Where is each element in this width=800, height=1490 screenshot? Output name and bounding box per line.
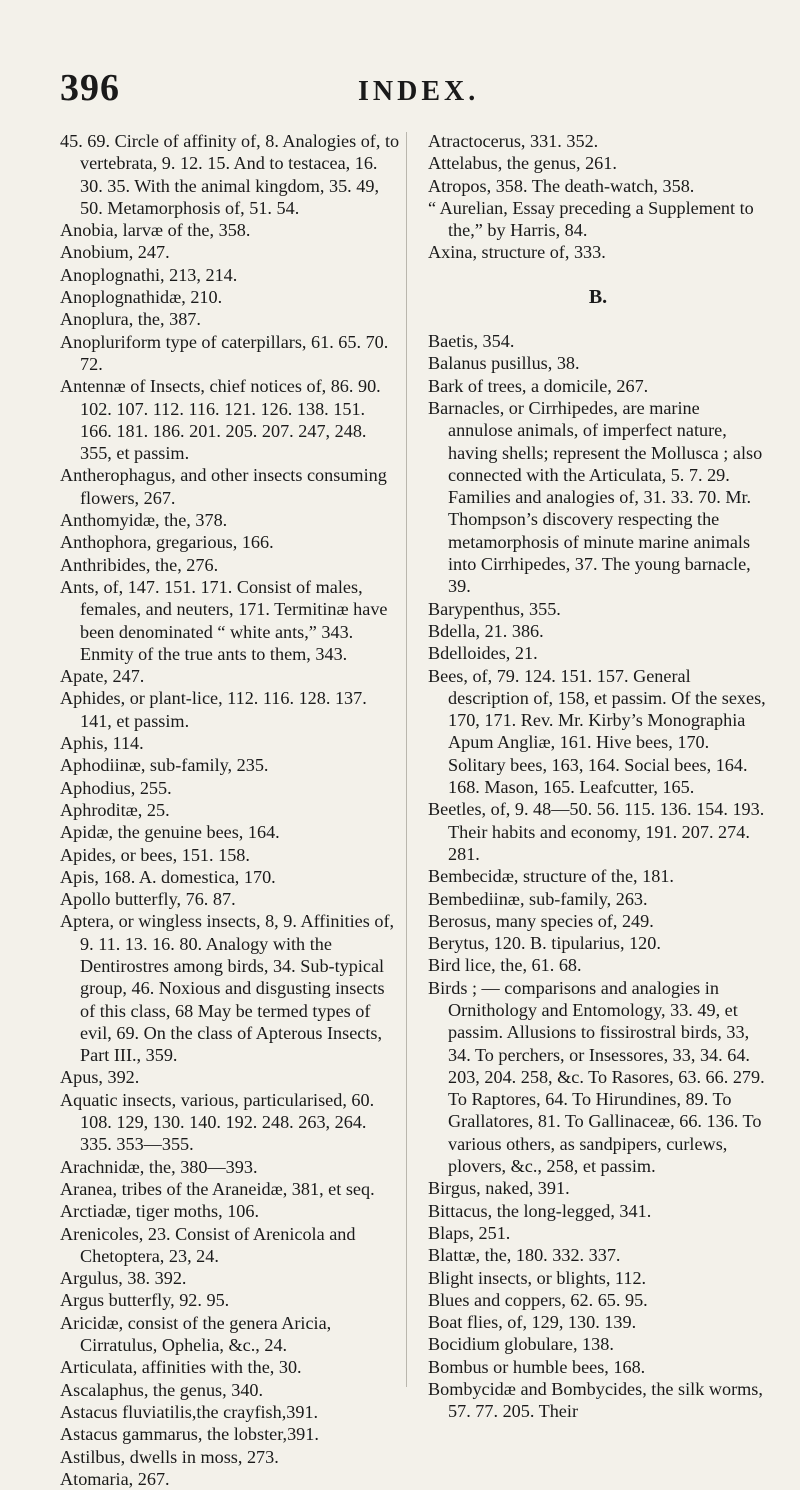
index-entry: Atropos, 358. The death-watch, 358. <box>428 175 695 196</box>
index-entry: Bees, of, 79. 124. 151. 157. General description of, 158, et passim. Of the sexes, 170, 171. Rev. Mr. Kirby’s Monographia Apum Angliæ, 161. Hive bees, 170. Solitary bees, 163, 164. Social bees, 164. 168. Mason, 165. Leafcutter, 165. <box>428 665 766 798</box>
index-entry: Anoplognathidæ, 210. <box>60 287 223 308</box>
index-entry: Atractocerus, 331. 352. <box>428 131 599 151</box>
page-header <box>0 66 800 116</box>
section-letter-b: B. <box>588 285 608 308</box>
index-entry: Astacus gammarus, the lobster,391. <box>60 1424 319 1445</box>
column-divider <box>406 132 407 1387</box>
index-entry: Anthribides, the, 276. <box>60 554 219 575</box>
index-entry: Argulus, 38. 392. <box>60 1268 187 1289</box>
index-entry: Anoplognathi, 213, 214. <box>60 264 238 285</box>
index-entry: Articulata, affinities with the, 30. <box>60 1357 302 1378</box>
right-column-b-entries <box>428 330 768 1423</box>
index-entry: Berytus, 120. B. tipularius, 120. <box>428 933 661 954</box>
index-entry: “ Aurelian, Essay preceding a Supplement to the,” by Harris, 84. <box>428 197 754 241</box>
index-entry: Blaps, 251. <box>428 1222 511 1243</box>
index-entry: Bark of trees, a domicile, 267. <box>428 375 649 396</box>
index-entry: Axina, structure of, 333. <box>428 242 606 263</box>
index-entry: Arctiadæ, tiger moths, 106. <box>60 1201 260 1222</box>
index-entry: Beetles, of, 9. 48—50. 56. 115. 136. 154. 193. Their habits and economy, 191. 207. 274. 281. <box>428 799 765 864</box>
index-entry: Birds ; — comparisons and analogies in Ornithology and Entomology, 33. 49, et passim. Allusions to fissirostral birds, 33, 34. To perchers, or Insessores, 33, 34. 64. 203, 204. 258, &c. To Rasores, 63. 66. 279. To Raptores, 64. To Hirundines, 89. To Grallatores, 81. To Gallinaceæ, 66. 136. To various others, as sandpipers, curlews, plovers, &c., 258, et passim. <box>428 977 765 1177</box>
index-entry: Anoplura, the, 387. <box>60 309 201 330</box>
index-entry: Anobia, larvæ of the, 358. <box>60 220 251 241</box>
index-entry: Antherophagus, and other insects consuming flowers, 267. <box>60 465 387 508</box>
index-entry: Arenicoles, 23. Consist of Arenicola and Chetoptera, 23, 24. <box>60 1223 356 1266</box>
index-entry: Apate, 247. <box>60 666 145 687</box>
index-entry: Bittacus, the long-legged, 341. <box>428 1200 652 1221</box>
index-entry: Balanus pusillus, 38. <box>428 353 580 374</box>
index-entry: Apus, 392. <box>60 1067 140 1088</box>
index-entry: Aphodius, 255. <box>60 777 172 798</box>
left-column <box>60 130 400 1490</box>
index-entry: Bembediinæ, sub-family, 263. <box>428 888 648 909</box>
index-entry: Anopluriform type of caterpillars, 61. 65. 70. 72. <box>60 331 389 374</box>
index-entry: Bocidium globulare, 138. <box>428 1334 614 1355</box>
index-entry: Apides, or bees, 151. 158. <box>60 844 250 865</box>
index-entry: Blues and coppers, 62. 65. 95. <box>428 1289 648 1310</box>
index-entry: Barnacles, or Cirrhipedes, are marine annulose animals, of imperfect nature, having shells; represent the Mollusca ; also connected with the Articulata, 5. 7. 29. Families and analogies of, 31. 33. 70. Mr. Thompson’s discovery respecting the metamorphosis of minute marine animals into Cirrhipedes, 37. The young barnacle, 39. <box>428 397 763 597</box>
index-entry: Aphodiinæ, sub-family, 235. <box>60 755 269 776</box>
index-entry: Bombycidæ and Bombycides, the silk worms, 57. 77. 205. Their <box>428 1379 763 1422</box>
index-entry: Aricidæ, consist of the genera Aricia, Cirratulus, Ophelia, &c., 24. <box>60 1312 332 1356</box>
index-entry: Atomaria, 267. <box>60 1468 170 1489</box>
index-entry: Blight insects, or blights, 112. <box>428 1267 647 1288</box>
index-entry: Barypenthus, 355. <box>428 598 561 619</box>
index-entry: Aphroditæ, 25. <box>60 799 170 820</box>
index-entry: Blattæ, the, 180. 332. 337. <box>428 1245 621 1266</box>
index-entry: Anthomyidæ, the, 378. <box>60 510 228 531</box>
index-entry: Attelabus, the genus, 261. <box>428 153 617 174</box>
index-entry: Baetis, 354. <box>428 331 515 352</box>
index-entry: Antennæ of Insects, chief notices of, 86. 90. 102. 107. 112. 116. 121. 126. 138. 151. 166. 181. 186. 201. 205. 207. 247, 248. 355, et passim. <box>60 376 381 464</box>
index-entry: Astacus fluviatilis,the crayfish,391. <box>60 1401 319 1422</box>
index-entry: Apis, 168. A. domestica, 170. <box>60 866 276 887</box>
index-entry: Anobium, 247. <box>60 242 170 263</box>
index-entry: Bdella, 21. 386. <box>428 620 544 641</box>
index-entry: Aphides, or plant-lice, 112. 116. 128. 137. 141, et passim. <box>60 688 367 731</box>
index-entry: Berosus, many species of, 249. <box>428 910 654 931</box>
index-entry: Apollo butterfly, 76. 87. <box>60 889 236 910</box>
index-entry: Aptera, or wingless insects, 8, 9. Affinities of, 9. 11. 13. 16. 80. Analogy with the Dentirostres among birds, 34. Sub-typical group, 46. Noxious and disgusting insects of this class, 68 May be termed types of evil, 69. On the class of Apterous Insects, Part III., 359. <box>60 911 395 1066</box>
index-entry: Bombus or humble bees, 168. <box>428 1356 646 1377</box>
index-entry: Ascalaphus, the genus, 340. <box>60 1379 264 1400</box>
index-entry: Aranea, tribes of the Araneidæ, 381, et seq. <box>60 1178 375 1199</box>
index-entry: Bird lice, the, 61. 68. <box>428 955 582 976</box>
index-entry: Arachnidæ, the, 380—393. <box>60 1156 258 1177</box>
index-entry: Argus butterfly, 92. 95. <box>60 1290 230 1311</box>
right-column <box>428 130 768 1423</box>
index-entry: Birgus, naked, 391. <box>428 1178 570 1199</box>
page-number: 396 <box>60 67 120 109</box>
index-entry: Ants, of, 147. 151. 171. Consist of males, females, and neuters, 171. Termitinæ have been denominated “ white ants,” 343. Enmity of the true ants to them, 343. <box>60 576 388 664</box>
index-entry: Aphis, 114. <box>60 733 144 754</box>
index-entry: Astilbus, dwells in moss, 273. <box>60 1446 279 1467</box>
index-entry: Bembecidæ, structure of the, 181. <box>428 866 674 887</box>
index-entry: Bdelloides, 21. <box>428 643 538 664</box>
right-column-a-entries <box>428 130 768 264</box>
index-entry: Aquatic insects, various, particularised, 60. 108. 129, 130. 140. 192. 248. 263, 264. 335. 353—355. <box>60 1089 375 1155</box>
index-entry: Anthophora, gregarious, 166. <box>60 532 274 553</box>
index-entry: Apidæ, the genuine bees, 164. <box>60 822 280 843</box>
index-entry: 45. 69. Circle of affinity of, 8. Analogies of, to vertebrata, 9. 12. 15. And to testacea, 16. 30. 35. With the animal kingdom, 35. 49, 50. Metamorphosis of, 51. 54. <box>60 131 400 218</box>
index-entry: Boat flies, of, 129, 130. 139. <box>428 1312 637 1333</box>
running-head: INDEX. <box>358 76 480 107</box>
